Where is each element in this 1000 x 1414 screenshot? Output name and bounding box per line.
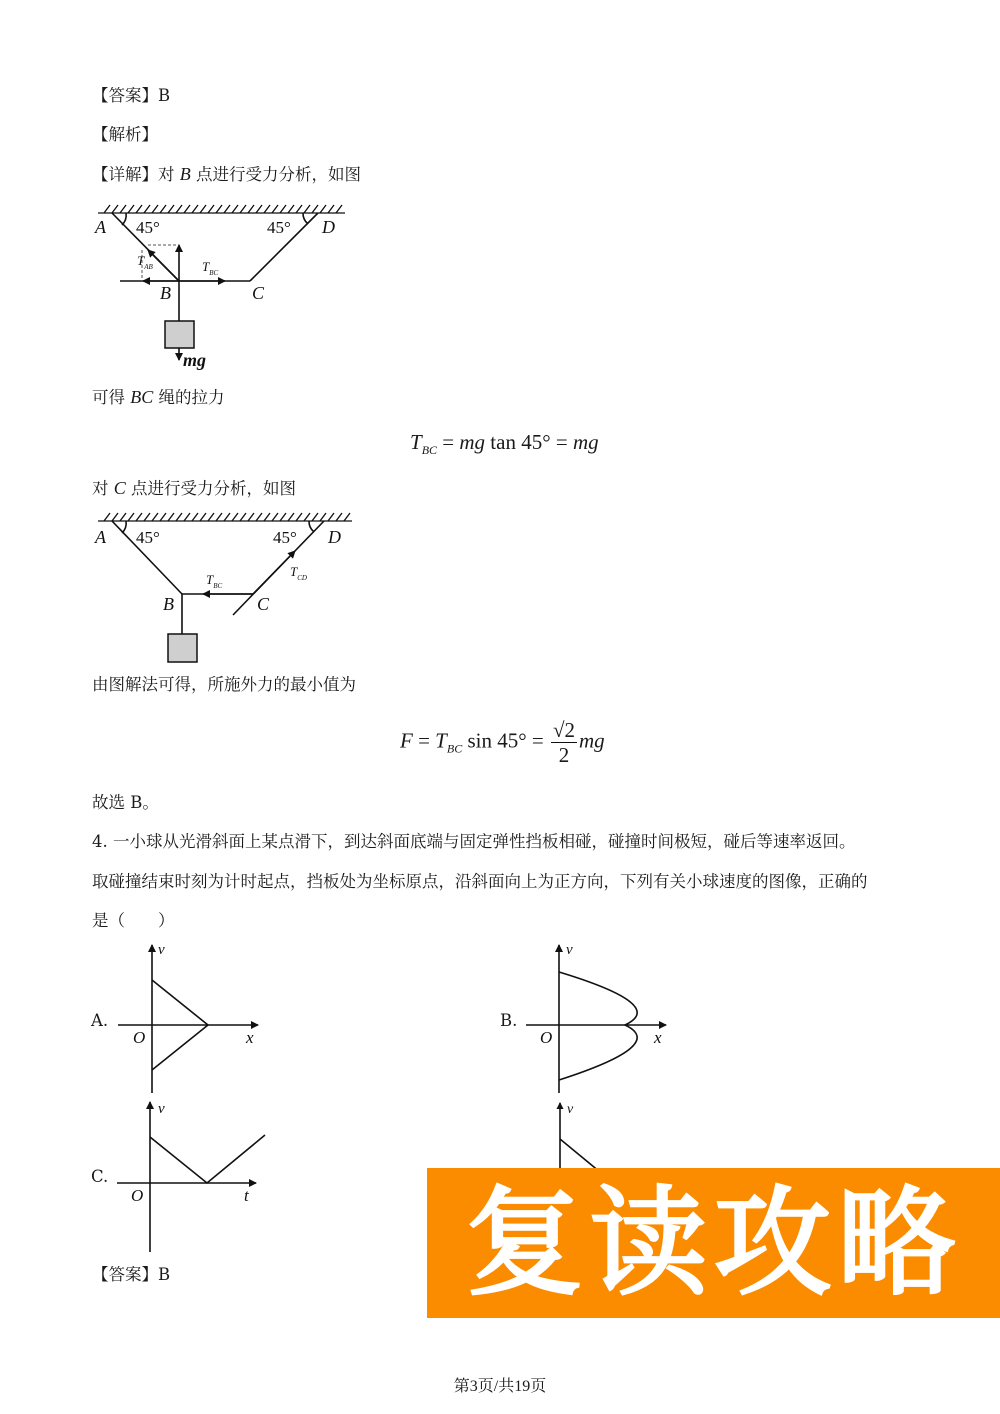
force-diagram-b bbox=[90, 195, 360, 375]
option-b-label[interactable]: B. bbox=[500, 1011, 518, 1030]
analysis-label: 【解析】 bbox=[92, 125, 158, 144]
svg-text:O: O bbox=[131, 1186, 144, 1205]
mass-block bbox=[165, 321, 194, 348]
svg-text:TBC: $T_{BC}$ bbox=[206, 572, 223, 590]
svg-text:D: D bbox=[328, 527, 341, 547]
option-c-graph bbox=[110, 1097, 280, 1257]
text: 绳的拉力 bbox=[153, 388, 225, 407]
c-analysis-line bbox=[92, 477, 296, 500]
svg-text:A: A bbox=[95, 217, 106, 237]
option-b-graph bbox=[518, 940, 678, 1100]
svg-text:45°: 45° bbox=[273, 528, 297, 547]
option-d-graph bbox=[520, 1097, 640, 1177]
text: 可得 bbox=[92, 388, 131, 407]
svg-text:B: B bbox=[160, 283, 171, 303]
svg-text:TCD: $T_{CD}$ bbox=[290, 564, 307, 582]
svg-text:x: x bbox=[654, 1028, 662, 1047]
detail-line bbox=[92, 163, 361, 186]
q4-answer-line: 【答案】B bbox=[92, 1265, 171, 1284]
svg-text:B: B bbox=[163, 594, 174, 614]
conclusion-line: 故选 B。 bbox=[92, 793, 159, 812]
point-c-var: C bbox=[113, 478, 126, 498]
graph-method-line: 由图解法可得，所施外力的最小值为 bbox=[92, 675, 356, 694]
svg-text:D: D bbox=[322, 217, 335, 237]
svg-text:O: O bbox=[540, 1028, 553, 1047]
svg-text:TAB: $T_{AB}$ bbox=[137, 253, 153, 271]
svg-text:mg: mg bbox=[183, 350, 207, 370]
svg-text:45°: 45° bbox=[136, 528, 160, 547]
option-a-graph bbox=[110, 940, 270, 1100]
tcd-arrow bbox=[253, 551, 295, 594]
watermark-text: 复读攻略 bbox=[465, 1174, 962, 1312]
svg-text:v: v bbox=[567, 1102, 574, 1117]
fraction-sqrt2-over-2: $\frac{√2}{2}$ bbox=[552, 718, 575, 767]
rope-bc-var: BC bbox=[130, 387, 154, 407]
svg-text:t: t bbox=[244, 1186, 249, 1205]
q4-stem-line3: 是（ ） bbox=[92, 911, 175, 930]
svg-text:v: v bbox=[158, 942, 165, 958]
svg-text:v: v bbox=[566, 942, 573, 958]
ceiling-hatch bbox=[98, 205, 345, 213]
svg-text:C: C bbox=[257, 594, 270, 614]
watermark-banner bbox=[427, 1168, 1000, 1318]
text: 点进行受力分析，如图 bbox=[125, 479, 297, 498]
point-b-var: B bbox=[179, 164, 191, 184]
page-footer: 第3页/共19页 bbox=[453, 1378, 547, 1395]
answer-line: 【答案】B bbox=[92, 86, 171, 105]
text: 对 bbox=[92, 479, 114, 498]
equation-tbc: $T_{BC}$ = mg tan 45° = mg bbox=[410, 430, 599, 457]
svg-text:A: A bbox=[95, 527, 106, 547]
detail-prefix: 【详解】对 bbox=[92, 165, 180, 184]
detail-suffix: 点进行受力分析，如图 bbox=[190, 165, 361, 184]
force-diagram-c bbox=[90, 505, 360, 675]
svg-text:TBC: $T_{BC}$ bbox=[202, 259, 219, 277]
svg-text:C: C bbox=[252, 283, 265, 303]
svg-text:45°: 45° bbox=[267, 218, 291, 237]
q4-stem-line1: 4. 一小球从光滑斜面上某点滑下，到达斜面底端与固定弹性挡板相碰，碰撞时间极短，碰后等速率返回。 bbox=[92, 832, 856, 851]
q4-stem-line2: 取碰撞结束时刻为计时起点，挡板处为坐标原点，沿斜面向上为正方向，下列有关小球速度的图像，正确的 bbox=[92, 872, 868, 891]
option-c-label[interactable]: C. bbox=[91, 1167, 109, 1186]
option-a-label[interactable]: A. bbox=[91, 1011, 109, 1030]
equation-f-min: $F = T_{BC}$ sin 45° = $\frac{√2}{2}$ mg bbox=[400, 718, 605, 767]
mass-block bbox=[168, 634, 197, 662]
svg-text:v: v bbox=[158, 1101, 165, 1117]
svg-text:x: x bbox=[246, 1028, 254, 1047]
svg-text:45°: 45° bbox=[136, 218, 160, 237]
svg-text:O: O bbox=[133, 1028, 146, 1047]
bc-tension-line bbox=[92, 386, 225, 409]
